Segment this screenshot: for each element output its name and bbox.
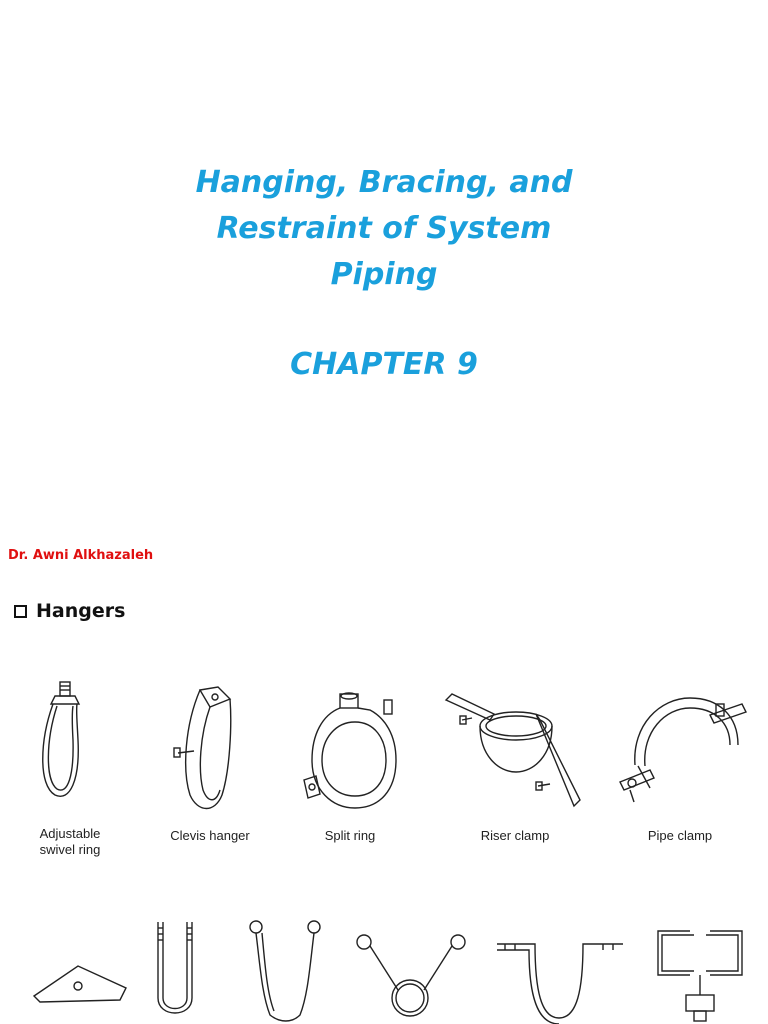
pipe-clamp-drawing (610, 690, 750, 815)
slide-title (0, 160, 768, 298)
channel-hanger-drawing (650, 925, 750, 1024)
hanger-caption: Pipe clamp (647, 828, 713, 843)
wire-loop-hanger-drawing (240, 915, 330, 1024)
split-ring-drawing (300, 690, 410, 815)
title-line: Hanging, Bracing, and (195, 165, 573, 200)
caption-line: swivel ring (39, 842, 101, 857)
hanger-caption: Riser clamp (480, 828, 550, 843)
adjustable-swivel-ring-drawing (30, 680, 100, 820)
clevis-hanger-drawing (170, 685, 250, 820)
coil-hanger-drawing (350, 930, 470, 1024)
hanger-caption: Split ring (324, 828, 376, 843)
hanger-caption (25, 826, 115, 858)
u-bolt-hanger-drawing (150, 918, 200, 1024)
chapter-label: CHAPTER 9 (290, 347, 478, 382)
title-line: Piping (330, 257, 438, 292)
title-line: Restraint of System (216, 211, 552, 246)
caption-line: Adjustable (39, 826, 101, 841)
strap-hanger-drawing (495, 940, 625, 1024)
author-name: Dr. Awni Alkhazaleh (8, 548, 154, 563)
bracket-hanger-drawing (30, 958, 130, 1008)
hanger-caption: Clevis hanger (170, 828, 250, 843)
riser-clamp-drawing (440, 690, 590, 815)
section-heading (14, 600, 125, 622)
checkbox-bullet-icon (14, 605, 27, 618)
section-heading-text: Hangers (36, 600, 126, 622)
